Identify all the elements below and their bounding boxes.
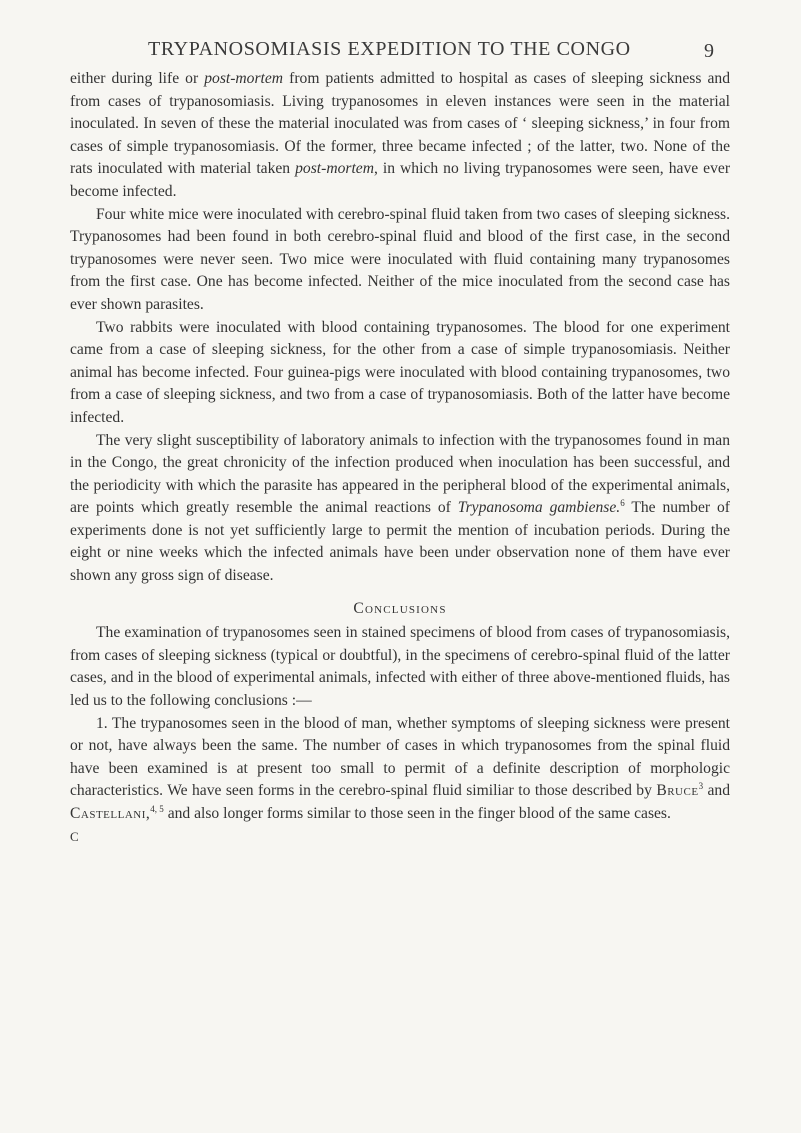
paragraph-1 (70, 68, 730, 204)
running-title: TRYPANOSOMIASIS EXPEDITION TO THE CONGO (148, 38, 631, 60)
body-text (70, 68, 730, 848)
text-run: 1. The trypanosomes seen in the blood of man, whether symptoms of sleeping sickness were present or not, have always been the same. The number of cases in which trypanosomes from the spinal fluid have been examined is at present too small to permit of a definite description of morphologic characteristics. We have seen forms in the cerebro-spinal fluid similiar to those described by (70, 714, 730, 800)
text-run: , in which no living trypanosomes were seen, have ever become infected. (70, 160, 731, 200)
footnote-ref: 6 (620, 498, 625, 509)
text-run: and (703, 782, 730, 800)
author-name: Castellani, (70, 805, 151, 822)
page-number: 9 (704, 40, 714, 62)
italic-term: post-mortem (295, 160, 374, 178)
italic-term: post-mortem (204, 70, 284, 87)
text-run: and also longer forms similar to those seen in the finger blood of the same cases. (163, 805, 671, 822)
footnote-ref: 3 (698, 781, 704, 792)
text-run: The very slight susceptibility of laboratory animals to infection with the trypanosomes found in man in the Congo, the great chronicity of the infection produced when inoculation has been successful, and the periodicity with which the parasite has appeared in the peripheral blood of the experimental animals, are points which greatly resemble the animal reactions of (70, 431, 730, 517)
species-name: Trypanosoma gambiense. (457, 499, 621, 517)
paragraph-2: Four white mice were inoculated with cerebro-spinal fluid taken from two cases of sleeping sickness. Trypanosomes had been found in both cerebro-spinal fluid and blood of the first case, in the second trypanosomes were never seen. Two mice were inoculated with fluid containing many trypanosomes from the first case. One has become infected. Neither of the mice inoculated from the second case has ever shown parasites. (70, 205, 730, 313)
text-run: either during life or (70, 70, 205, 87)
footnote-ref: 4, 5 (150, 803, 164, 814)
paragraph-3: Two rabbits were inoculated with blood containing trypanosomes. The blood for one experiment came from a case of sleeping sickness, for the other from a case of simple trypanosomiasis. Neither animal has become infected. Four guinea-pigs were inoculated with blood containing trypanosomes, two from a case of sleeping sickness, and two from a case of trypanosomiasis. Both of the latter have become infected. (70, 318, 730, 426)
paragraph-4 (70, 430, 730, 588)
signature-mark: C (70, 828, 79, 844)
paragraph-5: The examination of trypanosomes seen in stained specimens of blood from cases of trypanosomiasis, from cases of sleeping sickness (typical or doubtful), in the specimens of cerebro-spinal fluid of the latter cases, and in the blood of experimental animals, infected with either of three above-mentioned fluids, has led us to the following conclusions :— (70, 624, 730, 710)
author-name: Bruce (656, 782, 699, 800)
text-run: The number of experiments done is not yet sufficiently large to permit the mention of incubation periods. During the eight or nine weeks which the infected animals have been under observation none of them have ever shown any gross sign of disease. (70, 499, 730, 585)
running-header (0, 38, 801, 64)
paragraph-6 (70, 713, 730, 826)
text-run: from patients admitted to hospital as cases of sleeping sickness and from cases of trypanosomiasis. Living trypanosomes in eleven instances were seen in the material inoculated. In seven of these the material inoculated was from cases of ‘ sleeping sickness,’ in four from cases of simple trypanosomiasis. Of the former, three became infected ; of the latter, two. None of the rats inoculated with material taken (70, 70, 730, 178)
section-heading: Conclusions (353, 599, 447, 617)
